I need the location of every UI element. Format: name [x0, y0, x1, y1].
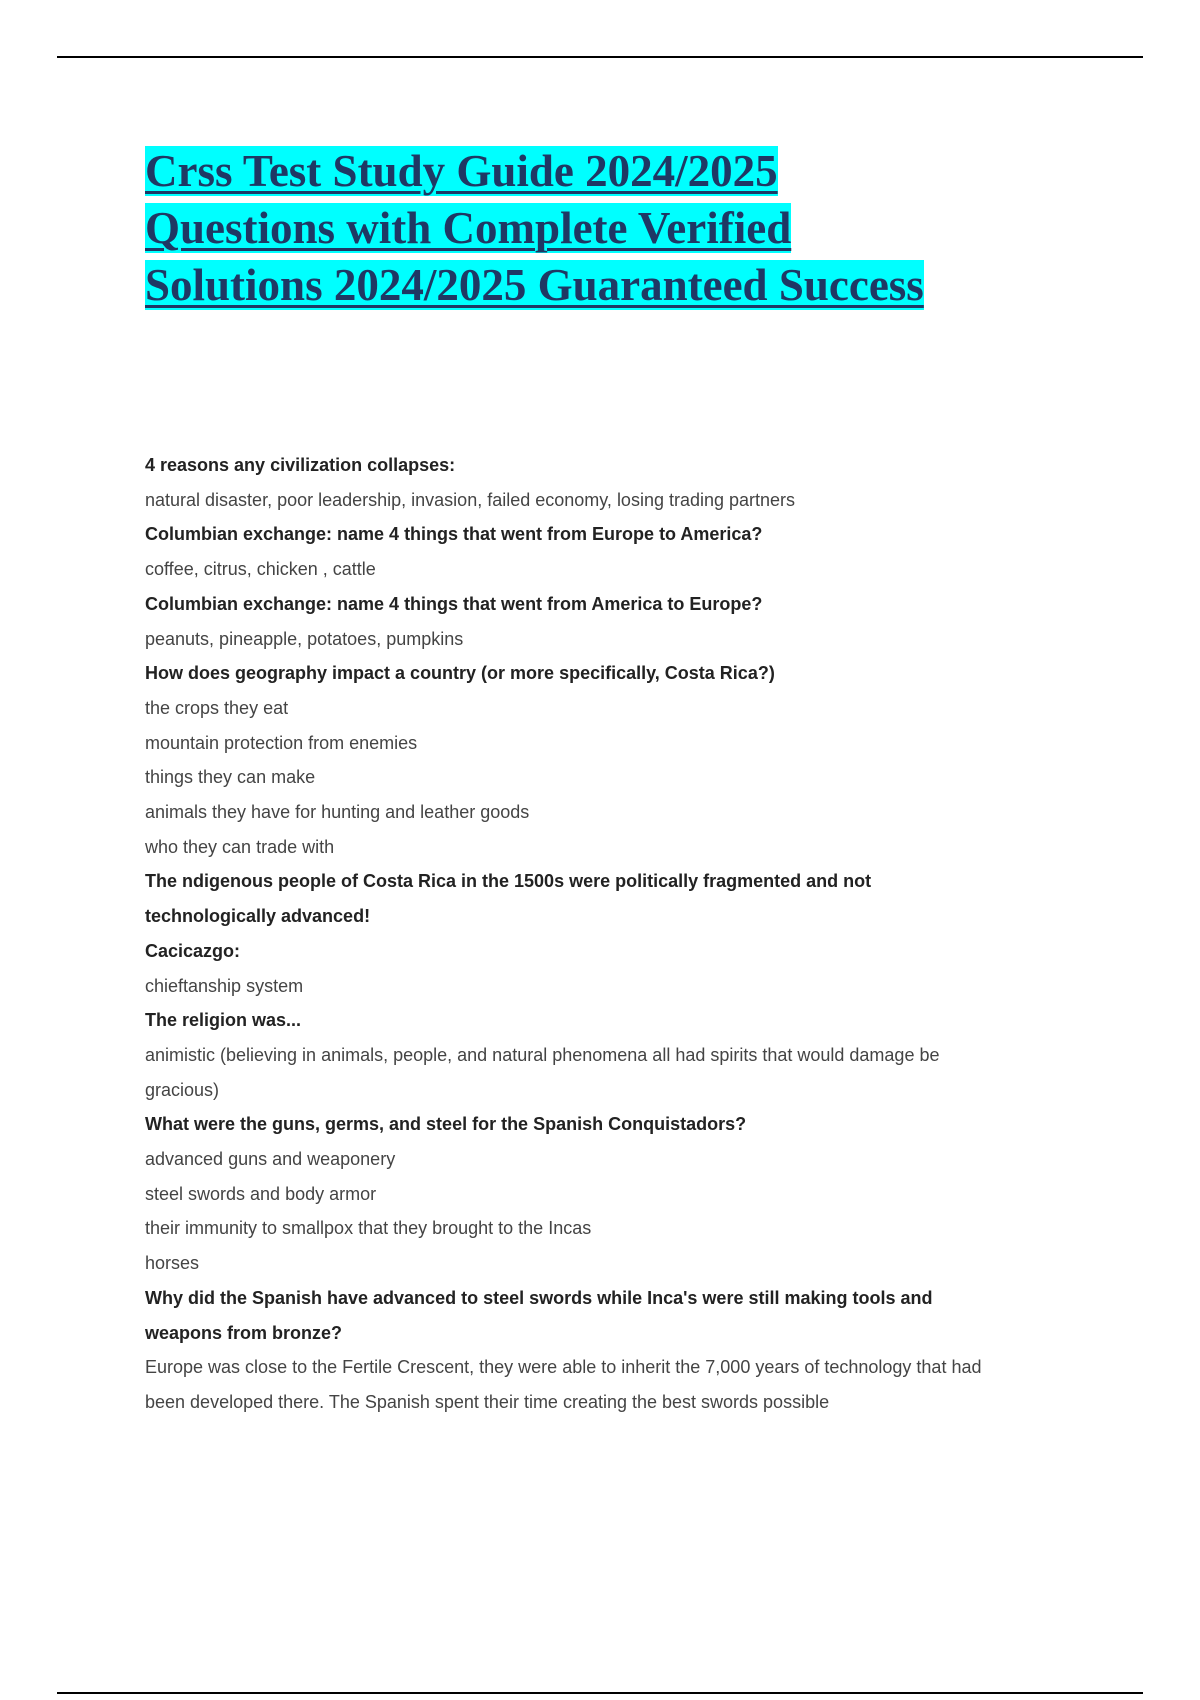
answer-text: steel swords and body armor [145, 1183, 377, 1204]
answer-text: gracious) [145, 1079, 220, 1100]
bottom-rule [57, 1692, 1143, 1694]
title-line: Questions with Complete Verified [145, 203, 792, 253]
study-guide-content [145, 448, 1095, 1420]
question-text: Columbian exchange: name 4 things that went from Europe to America? [145, 524, 763, 545]
answer-text: coffee, citrus, chicken , cattle [145, 559, 376, 580]
question-text: Cacicazgo: [145, 940, 241, 961]
title-line: Crss Test Study Guide 2024/2025 [145, 146, 778, 196]
question-text: The religion was... [145, 1010, 302, 1031]
question-text: weapons from bronze? [145, 1322, 343, 1343]
answer-text: natural disaster, poor leadership, invasion, failed economy, losing trading partners [145, 489, 796, 510]
answer-text: their immunity to smallpox that they brought to the Incas [145, 1218, 592, 1239]
answer-text: the crops they eat [145, 697, 289, 718]
answer-text: things they can make [145, 767, 316, 788]
answer-text: Europe was close to the Fertile Crescent, they were able to inherit the 7,000 years of technology that had [145, 1357, 982, 1378]
top-rule [57, 56, 1143, 58]
document-title [145, 143, 1145, 314]
question-text: What were the guns, germs, and steel for the Spanish Conquistadors? [145, 1114, 747, 1135]
question-text: Columbian exchange: name 4 things that went from America to Europe? [145, 593, 763, 614]
question-text: technologically advanced! [145, 906, 371, 927]
question-text: The ndigenous people of Costa Rica in the 1500s were politically fragmented and not [145, 871, 872, 892]
answer-text: advanced guns and weaponery [145, 1149, 396, 1170]
question-text: Why did the Spanish have advanced to steel swords while Inca's were still making tools and [145, 1287, 933, 1308]
answer-text: peanuts, pineapple, potatoes, pumpkins [145, 628, 464, 649]
title-line: Solutions 2024/2025 Guaranteed Success [145, 260, 924, 310]
answer-text: animistic (believing in animals, people, and natural phenomena all had spirits that would damage be [145, 1044, 940, 1065]
answer-text: who they can trade with [145, 836, 335, 857]
question-text: 4 reasons any civilization collapses: [145, 455, 456, 475]
answer-text: mountain protection from enemies [145, 732, 418, 753]
answer-text: been developed there. The Spanish spent their time creating the best swords possible [145, 1391, 830, 1412]
answer-text: horses [145, 1253, 200, 1274]
question-text: How does geography impact a country (or more specifically, Costa Rica?) [145, 663, 775, 684]
answer-text: animals they have for hunting and leather goods [145, 802, 530, 823]
answer-text: chieftanship system [145, 975, 304, 996]
